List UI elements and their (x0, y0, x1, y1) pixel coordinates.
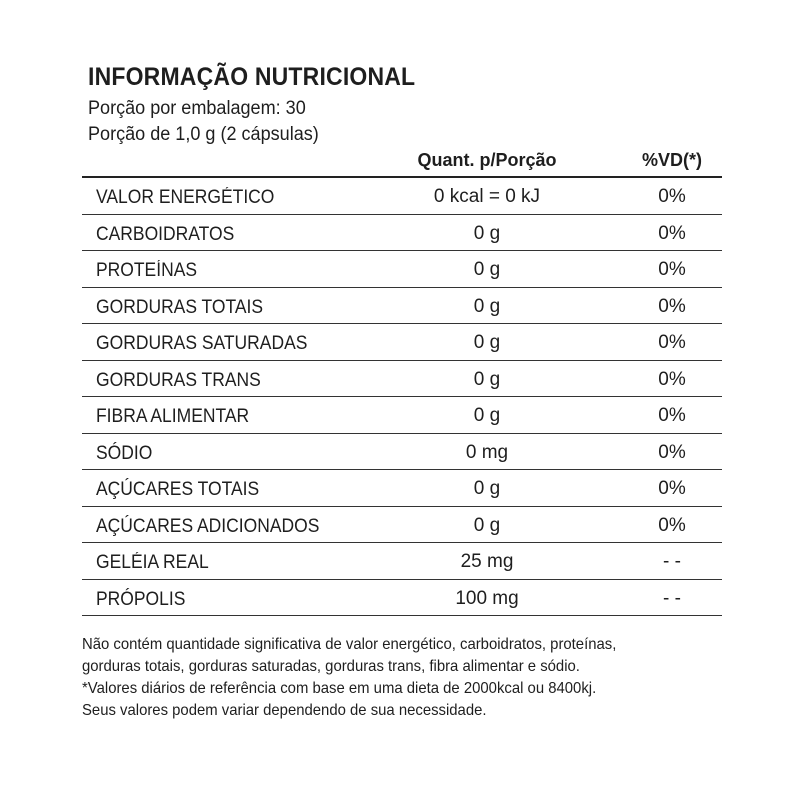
nutrient-name: GORDURAS TOTAIS (96, 296, 264, 318)
nutrient-daily-value: 0% (658, 478, 686, 499)
nutrient-quantity: 0 g (473, 368, 501, 390)
nutrient-daily-value: 0% (658, 514, 686, 536)
nutrient-daily-value: - - (663, 551, 681, 572)
nutrient-quantity: 0 g (473, 222, 501, 244)
serving-size: Porção de 1,0 g (2 cápsulas) (88, 124, 319, 145)
table-row (82, 178, 722, 215)
nutrient-name: PRÓPOLIS (96, 588, 186, 610)
nutrient-name: AÇÚCARES TOTAIS (96, 479, 260, 500)
footnote-line: gorduras totais, gorduras saturadas, gorduras trans, fibra alimentar e sódio. (82, 658, 580, 675)
table-row (82, 397, 722, 434)
nutrient-quantity: 0 g (473, 405, 501, 426)
footnote-line: Seus valores podem variar dependendo de sua necessidade. (82, 702, 487, 719)
nutrient-name: SÓDIO (96, 442, 153, 464)
nutrient-name: AÇÚCARES ADICIONADOS (96, 515, 320, 537)
nutrient-name: GORDURAS SATURADAS (96, 333, 308, 354)
footnote-line: Não contém quantidade significativa de valor energético, carboidratos, proteínas, (82, 636, 617, 653)
nutrient-quantity: 0 g (473, 478, 501, 499)
table-row (82, 251, 722, 288)
nutrient-name: VALOR ENERGÉTICO (96, 187, 275, 208)
table-row (82, 215, 722, 252)
column-header-quantity: Quant. p/Porção (417, 150, 557, 170)
nutrient-name: GELÉIA REAL (96, 552, 209, 573)
table-row (82, 324, 722, 361)
column-header-daily-value: %VD(*) (641, 150, 702, 170)
nutrient-daily-value: 0% (658, 332, 686, 353)
nutrition-facts-label (82, 62, 722, 722)
nutrient-daily-value: 0% (658, 441, 686, 463)
nutrition-table (82, 176, 722, 616)
label-title: INFORMAÇÃO NUTRICIONAL (88, 63, 416, 91)
nutrient-quantity: 0 kcal = 0 kJ (433, 186, 541, 207)
nutrient-daily-value: 0% (658, 259, 686, 280)
nutrient-quantity: 0 g (473, 259, 501, 280)
footnotes (82, 634, 724, 722)
table-row (82, 470, 722, 507)
nutrient-quantity: 0 mg (465, 441, 509, 463)
table-row (82, 507, 722, 544)
nutrient-daily-value: 0% (658, 405, 686, 426)
table-row (82, 543, 722, 580)
nutrient-quantity: 100 mg (455, 587, 519, 609)
table-row (82, 580, 722, 617)
nutrient-quantity: 0 g (473, 295, 501, 317)
nutrient-name: PROTEÍNAS (96, 260, 198, 281)
footnote-line: *Valores diários de referência com base em uma dieta de 2000kcal ou 8400kj. (82, 680, 597, 697)
nutrient-daily-value: - - (663, 587, 681, 609)
nutrient-daily-value: 0% (658, 222, 686, 244)
nutrient-quantity: 0 g (473, 332, 501, 353)
nutrient-name: CARBOIDRATOS (96, 223, 235, 245)
table-row (82, 434, 722, 471)
nutrient-quantity: 0 g (473, 514, 501, 536)
nutrient-daily-value: 0% (658, 186, 686, 207)
table-row (82, 288, 722, 325)
nutrient-daily-value: 0% (658, 295, 686, 317)
nutrient-name: GORDURAS TRANS (96, 369, 261, 391)
table-row (82, 361, 722, 398)
table-header (82, 148, 722, 176)
nutrient-quantity: 25 mg (460, 551, 514, 572)
nutrient-name: FIBRA ALIMENTAR (96, 406, 250, 427)
servings-per-package: Porção por embalagem: 30 (88, 98, 306, 119)
nutrient-daily-value: 0% (658, 368, 686, 390)
